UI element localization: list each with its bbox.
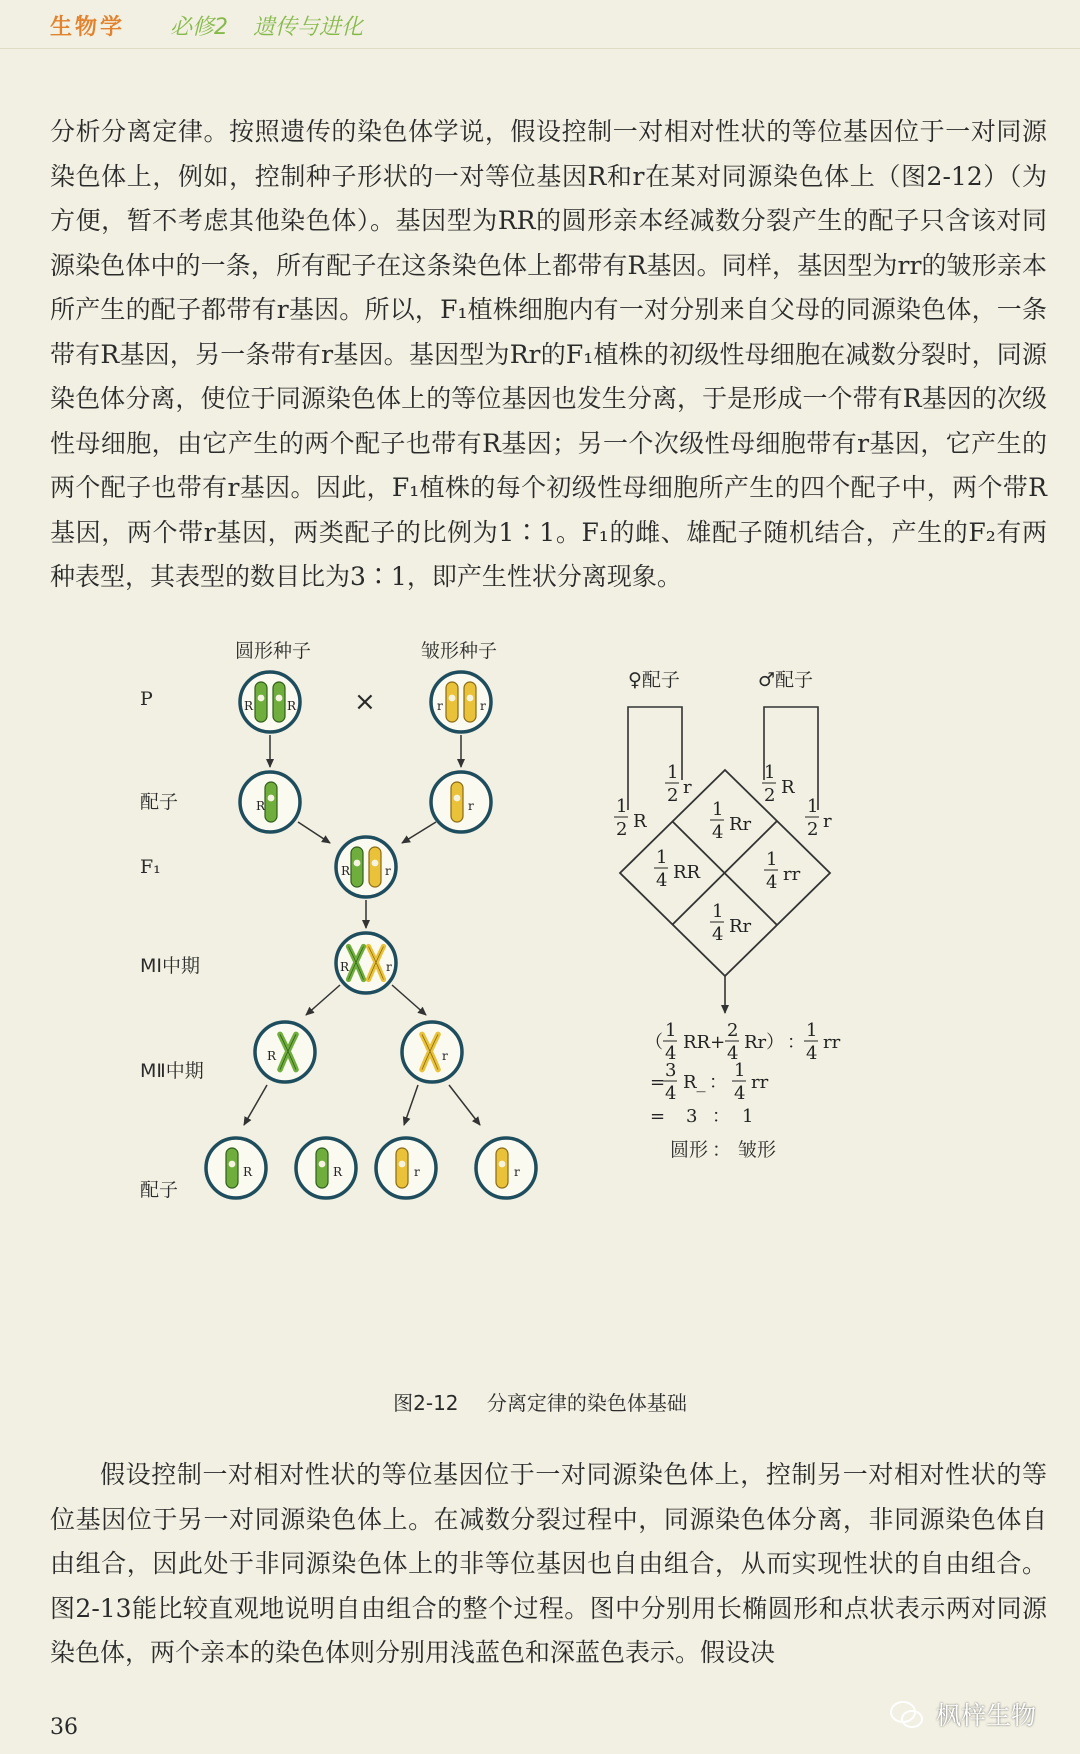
svg-text:RR: RR bbox=[673, 862, 701, 883]
gene-R: R bbox=[244, 699, 254, 713]
svg-text:4: 4 bbox=[806, 1043, 818, 1064]
svg-text:rr: rr bbox=[783, 864, 801, 885]
final-gamete-r-1 bbox=[376, 1138, 436, 1198]
figure-title: 分离定律的染色体基础 bbox=[486, 1391, 687, 1415]
svg-text:rr: rr bbox=[751, 1072, 769, 1093]
svg-text:1: 1 bbox=[712, 901, 724, 922]
figure-number: 图2-12 bbox=[393, 1391, 459, 1415]
gene-R: R bbox=[267, 1049, 277, 1063]
gene-R: R bbox=[340, 960, 350, 974]
chapter-label: 遗传与进化 bbox=[253, 15, 364, 40]
svg-text:=: = bbox=[650, 1072, 666, 1093]
page-number: 36 bbox=[50, 1715, 78, 1740]
label-f1: F₁ bbox=[140, 856, 161, 878]
svg-text:1: 1 bbox=[734, 1060, 746, 1081]
volume-label: 必修2 bbox=[170, 15, 229, 40]
label-m1: MⅠ中期 bbox=[140, 955, 200, 977]
svg-text:4: 4 bbox=[665, 1043, 677, 1064]
meiosis-2-cell-R bbox=[255, 1022, 315, 1082]
svg-text:Rr）: Rr） bbox=[744, 1032, 785, 1053]
punnett-diamond bbox=[614, 669, 832, 1013]
gamete-R-cell bbox=[240, 772, 300, 832]
svg-text:r: r bbox=[683, 777, 692, 798]
svg-text:1: 1 bbox=[616, 796, 628, 817]
svg-text:1: 1 bbox=[764, 762, 776, 783]
svg-text:（: （ bbox=[645, 1032, 663, 1053]
final-gamete-R-1 bbox=[206, 1138, 266, 1198]
svg-text:：: ： bbox=[712, 1139, 732, 1161]
final-gamete-R-2 bbox=[296, 1138, 356, 1198]
round-seed-label: 圆形种子 bbox=[235, 640, 312, 662]
book-title: 生物学 bbox=[50, 15, 126, 40]
svg-text:2: 2 bbox=[764, 785, 776, 806]
svg-text:1: 1 bbox=[807, 796, 819, 817]
svg-text:1: 1 bbox=[806, 1020, 818, 1041]
gene-R: R bbox=[256, 799, 266, 813]
running-header bbox=[50, 10, 363, 41]
svg-text:4: 4 bbox=[734, 1083, 746, 1104]
gene-r: r bbox=[442, 1049, 448, 1063]
svg-text:1: 1 bbox=[742, 1106, 754, 1127]
gene-r: r bbox=[386, 960, 392, 974]
paragraph-1: 分析分离定律。按照遗传的染色体学说，假设控制一对相对性状的等位基因位于一对同源染色体上，例如，控制种子形状的一对等位基因R和r在某对同源染色体上（图2-12）（为方便，暂不考虑其他染色体）。基因型为RR的圆形亲本经减数分裂产生的配子只含该对同源染色体中的一条，所有配子在这条染色体上都带有R基因。同样，基因型为rr的皱形亲本所产生的配子都带有r基因。所以，F₁植株细胞内有一对分别来自父母的同源染色体，一条带有R基因，另一条带有r基因。基因型为Rr的F₁植株的初级性母细胞在减数分裂时，同源染色体分离，使位于同源染色体上的等位基因也发生分离，于是形成一个带有R基因的次级性母细胞，由它产生的两个配子也带有R基因；另一个次级性母细胞带有r基因，它产生的两个配子也带有r基因。因此，F₁植株的每个初级性母细胞所产生的四个配子中，两个带R基因，两个带r基因，两类配子的比例为1∶1。F₁的雌、雄配子随机结合，产生的F₂有两种表型，其表型的数目比为3∶1，即产生性状分离现象。 bbox=[50, 117, 1047, 591]
svg-text:1: 1 bbox=[766, 849, 778, 870]
gamete-r-cell bbox=[431, 772, 491, 832]
gene-R: R bbox=[333, 1165, 343, 1179]
svg-text:r: r bbox=[823, 811, 832, 832]
svg-text:2: 2 bbox=[727, 1020, 739, 1041]
svg-text:4: 4 bbox=[665, 1083, 677, 1104]
svg-text:3: 3 bbox=[686, 1106, 698, 1127]
cell-top-Rr bbox=[710, 799, 752, 843]
gene-r: r bbox=[414, 1165, 420, 1179]
cell-left-RR bbox=[654, 847, 701, 891]
svg-text:2: 2 bbox=[616, 819, 628, 840]
male-gamete-label: ♂配子 bbox=[758, 669, 814, 691]
ratio-formula bbox=[645, 1020, 841, 1161]
svg-text:4: 4 bbox=[727, 1043, 739, 1064]
gene-R: R bbox=[287, 699, 297, 713]
meiosis-2-cell-r bbox=[402, 1022, 462, 1082]
gene-r: r bbox=[468, 799, 474, 813]
svg-text:R_: R_ bbox=[683, 1072, 706, 1093]
svg-text:R: R bbox=[633, 811, 647, 832]
svg-text:：: ： bbox=[709, 1072, 727, 1093]
chromosome-diagram bbox=[140, 640, 960, 1370]
svg-text:Rr: Rr bbox=[729, 814, 752, 835]
svg-text:4: 4 bbox=[766, 872, 778, 893]
svg-text:4: 4 bbox=[712, 924, 724, 945]
gene-R: R bbox=[243, 1165, 253, 1179]
label-p: P bbox=[140, 688, 153, 710]
svg-text:rr: rr bbox=[823, 1032, 841, 1053]
svg-text:Rr: Rr bbox=[729, 916, 752, 937]
svg-text:4: 4 bbox=[656, 870, 668, 891]
wechat-icon bbox=[890, 1700, 924, 1730]
gene-r: r bbox=[437, 699, 443, 713]
cell-bottom-Rr bbox=[710, 901, 752, 945]
cell-right-rr bbox=[764, 849, 801, 893]
figure-caption bbox=[0, 1387, 1080, 1416]
gene-R: R bbox=[341, 864, 351, 878]
svg-text:R: R bbox=[781, 777, 795, 798]
svg-text:：: ： bbox=[712, 1106, 730, 1127]
frac-half-r-left bbox=[665, 762, 692, 806]
parent-wrinkled-cell bbox=[431, 672, 491, 732]
meiosis-1-cell bbox=[336, 933, 396, 993]
svg-text:1: 1 bbox=[712, 799, 724, 820]
label-m2: MⅡ中期 bbox=[140, 1060, 204, 1082]
label-gamete-2: 配子 bbox=[140, 1179, 179, 1201]
svg-text:3: 3 bbox=[665, 1060, 677, 1081]
svg-text:1: 1 bbox=[667, 762, 679, 783]
f1-cell bbox=[336, 837, 396, 897]
svg-text:2: 2 bbox=[667, 785, 679, 806]
final-gamete-r-2 bbox=[476, 1138, 536, 1198]
svg-text:4: 4 bbox=[712, 822, 724, 843]
svg-text:：: ： bbox=[787, 1032, 805, 1053]
gene-r: r bbox=[480, 699, 486, 713]
figure-2-12 bbox=[140, 640, 960, 1370]
label-gamete: 配子 bbox=[140, 791, 179, 813]
gene-r: r bbox=[385, 864, 391, 878]
watermark-text: 枫梓生物 bbox=[936, 1701, 1037, 1730]
paragraph-2: 假设控制一对相对性状的等位基因位于一对同源染色体上，控制另一对相对性状的等位基因位于另一对同源染色体上。在减数分裂过程中，同源染色体分离，非同源染色体自由组合，因此处于非同源染色体上的非等位基因也自由组合，从而实现性状的自由组合。图2-13能比较直观地说明自由组合的整个过程。图中分别用长椭圆形和点状表示两对同源染色体，两个亲本的染色体则分别用浅蓝色和深蓝色表示。假设决 bbox=[50, 1460, 1047, 1667]
svg-text:2: 2 bbox=[807, 819, 819, 840]
frac-half-R-right bbox=[762, 762, 795, 806]
frac-half-R-left bbox=[614, 796, 647, 840]
svg-text:皱形: 皱形 bbox=[738, 1139, 777, 1161]
gene-r: r bbox=[514, 1165, 520, 1179]
svg-text:圆形: 圆形 bbox=[670, 1139, 709, 1161]
svg-text:1: 1 bbox=[665, 1020, 677, 1041]
female-gamete-label: ♀配子 bbox=[628, 669, 680, 691]
svg-text:=: = bbox=[650, 1106, 666, 1127]
header-rule bbox=[0, 48, 1080, 49]
cross-symbol: × bbox=[354, 687, 376, 717]
svg-text:1: 1 bbox=[656, 847, 668, 868]
wrinkled-seed-label: 皱形种子 bbox=[421, 640, 498, 662]
parent-round-cell bbox=[240, 672, 300, 732]
svg-text:RR+: RR+ bbox=[683, 1032, 726, 1053]
